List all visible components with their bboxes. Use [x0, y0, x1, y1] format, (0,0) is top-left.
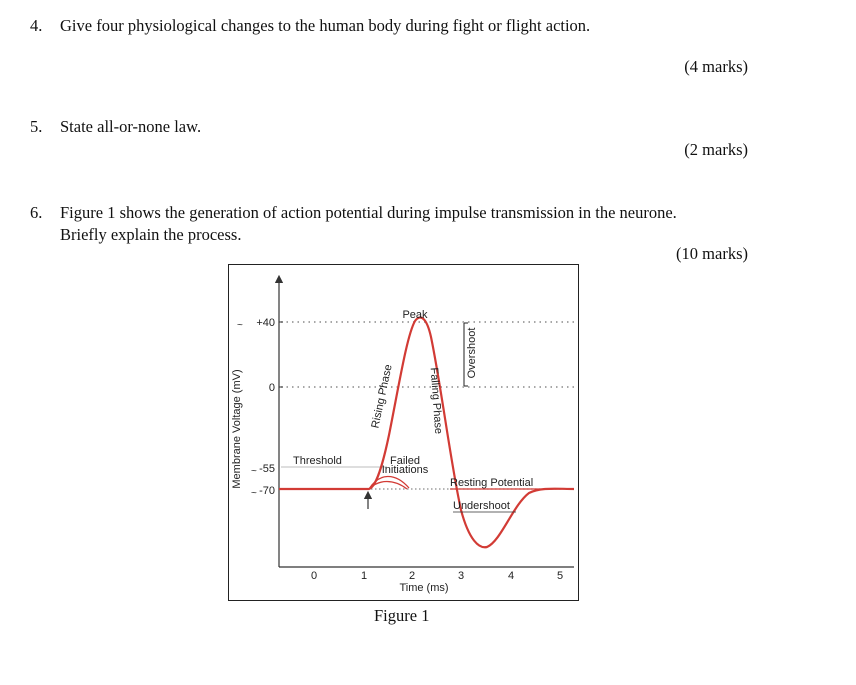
x-tick-label: 1 [360, 570, 368, 582]
axis-break-mark: ~ [251, 466, 257, 477]
undershoot-label: Undershoot [453, 500, 510, 512]
x-tick-label: 2 [408, 570, 416, 582]
question-number: 5. [30, 117, 43, 136]
resting-potential-label: Resting Potential [450, 477, 534, 489]
y-tick-label: -70 [259, 485, 275, 497]
x-tick-label: 5 [556, 570, 564, 582]
rising-phase-label: Rising Phase [369, 363, 395, 430]
question-number: 4. [30, 16, 43, 35]
question-text: Give four physiological changes to the human body during fight or flight action. [60, 16, 591, 35]
y-tick-label: 0 [268, 382, 275, 394]
falling-phase-label: Falling Phase [427, 367, 445, 435]
y-axis-label: Membrane Voltage (mV) [231, 369, 243, 489]
question-number: 6. [30, 203, 43, 222]
question-text-line2: Briefly explain the process. [60, 225, 242, 244]
figure-caption: Figure 1 [374, 606, 430, 625]
axis-break-mark: ~ [251, 488, 257, 499]
threshold-label: Threshold [293, 455, 342, 467]
action-potential-trace [279, 318, 574, 548]
x-axis-label: Time (ms) [399, 582, 449, 594]
axis-break-mark: ~ [237, 320, 243, 331]
failed-initiations-label: Failed [390, 455, 420, 467]
y-tick-label: -55 [259, 463, 275, 475]
x-tick-label: 0 [310, 570, 318, 582]
y-tick-label: +40 [256, 317, 275, 329]
failed-initiations-label: Initiations [381, 464, 429, 476]
question-text-line1: Figure 1 shows the generation of action potential during impulse transmission in the neurone. [60, 203, 677, 222]
action-potential-graph [229, 265, 577, 599]
x-tick-label: 3 [457, 570, 465, 582]
x-tick-label: 4 [507, 570, 515, 582]
marks-label: (4 marks) [684, 57, 748, 76]
marks-label: (2 marks) [684, 140, 748, 159]
marks-label: (10 marks) [676, 244, 748, 263]
overshoot-label: Overshoot [466, 327, 478, 379]
action-potential-figure [228, 264, 579, 601]
question-text: State all-or-none law. [60, 117, 202, 136]
peak-label: Peak [402, 309, 428, 321]
